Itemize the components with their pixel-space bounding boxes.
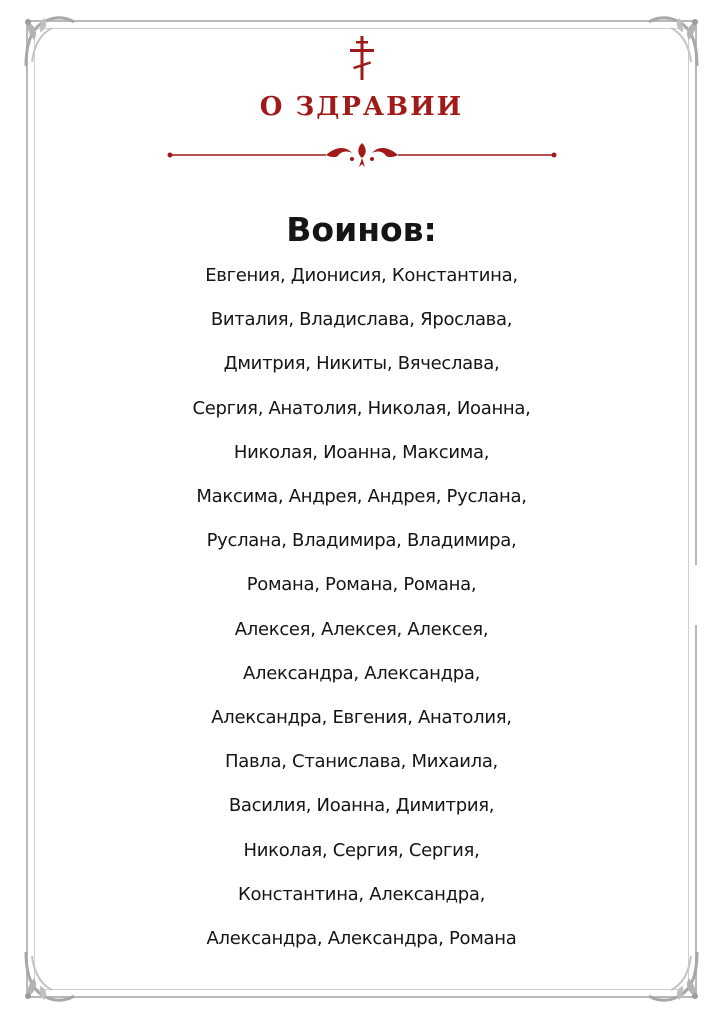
names-line: Николая, Иоанна, Максима, — [233, 441, 490, 463]
names-line: Николая, Сергия, Сергия, — [243, 839, 480, 861]
names-line: Алексея, Алексея, Алексея, — [234, 618, 489, 640]
names-line: Александра, Александра, Романа — [206, 928, 517, 950]
names-line: Константина, Александра, — [237, 883, 486, 905]
frame-gap — [689, 565, 723, 625]
names-line: Виталия, Владислава, Ярослава, — [210, 309, 513, 331]
names-line: Василия, Иоанна, Димитрия, — [228, 795, 495, 817]
ornamental-divider-icon — [166, 140, 558, 170]
section-heading: Воинов: — [286, 210, 437, 249]
names-line: Александра, Александра, — [243, 662, 480, 684]
names-line: Павла, Станислава, Михаила, — [225, 751, 498, 773]
names-line: Александра, Евгения, Анатолия, — [211, 707, 512, 729]
names-line: Романа, Романа, Романа, — [246, 574, 477, 596]
header — [0, 36, 723, 170]
names-section — [30, 206, 693, 961]
orthodox-cross-icon — [347, 36, 377, 80]
names-line: Руслана, Владимира, Владимира, — [206, 530, 517, 552]
names-line: Евгения, Дионисия, Константина, — [205, 265, 518, 286]
names-list — [30, 254, 693, 961]
names-line: Дмитрия, Никиты, Вячеслава, — [223, 353, 500, 375]
names-line: Максима, Андрея, Андрея, Руслана, — [196, 486, 527, 508]
page-title: О ЗДРАВИИ — [259, 92, 464, 122]
names-line: Сергия, Анатолия, Николая, Иоанна, — [192, 397, 531, 419]
